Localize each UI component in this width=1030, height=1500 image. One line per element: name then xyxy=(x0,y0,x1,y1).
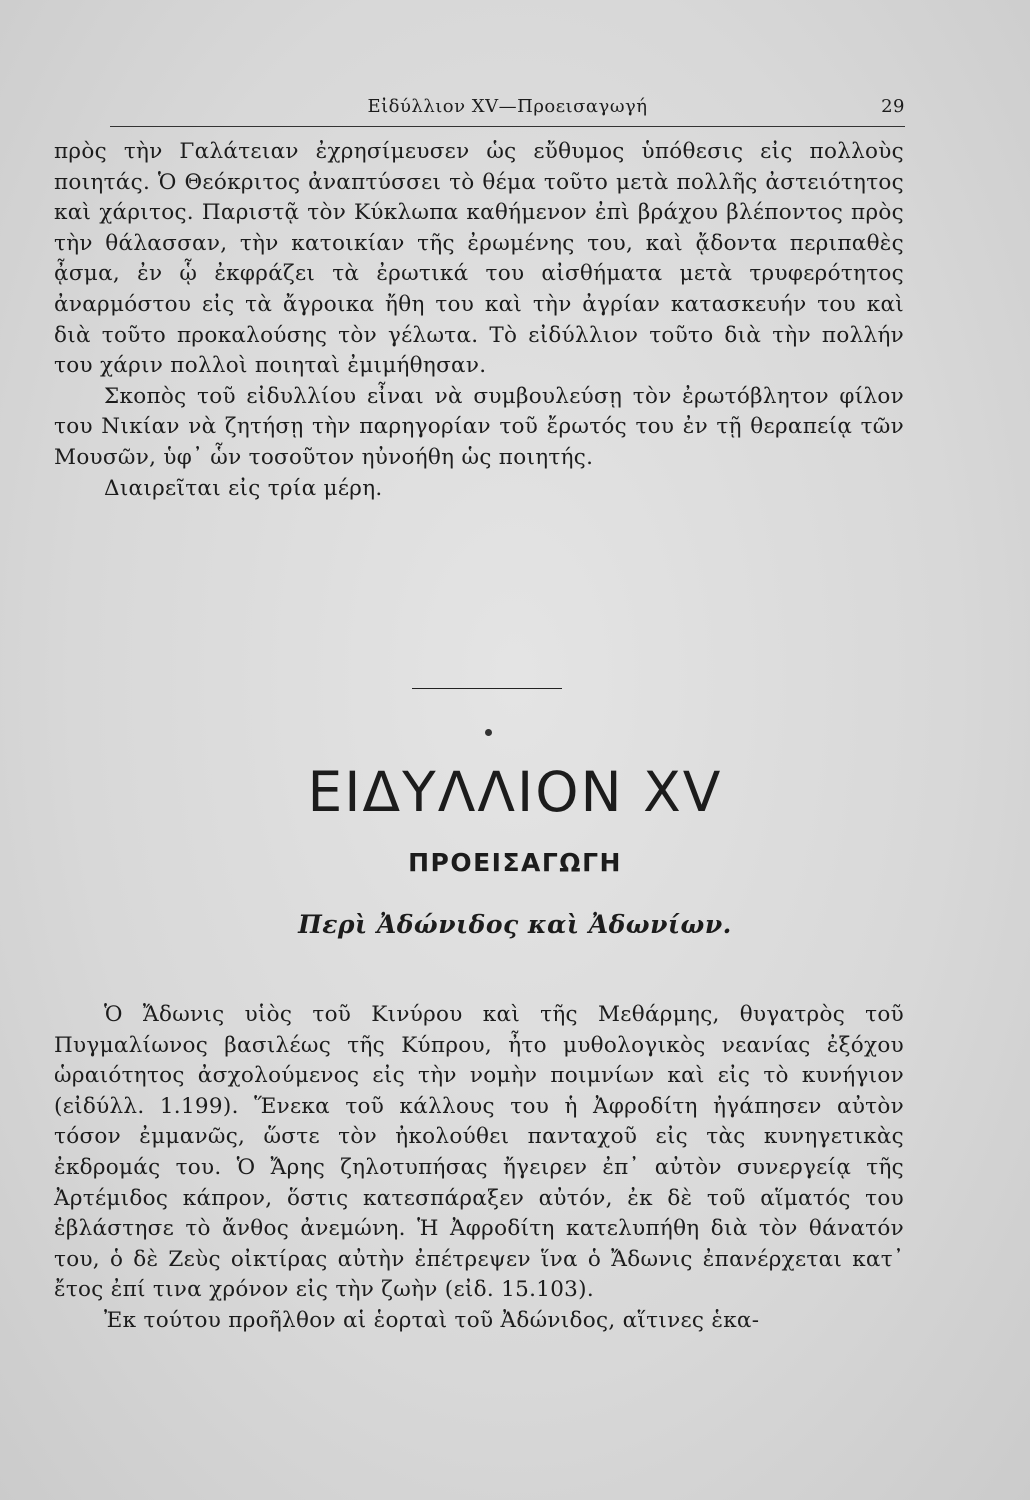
paragraph: πρὸς τὴν Γαλάτειαν ἐχρησίμευσεν ὡς εὔθυμος ὑπόθεσις εἰς πολλοὺς ποιητάς. Ὁ Θεόκριτος ἀναπτύσσει τὸ θέμα τοῦτο μετὰ πολλῆς ἀστειότητος καὶ χάριτος. Παριστᾷ τὸν Κύκλωπα καθήμενον ἐπὶ βράχου βλέποντος πρὸς τὴν θάλασσαν, τὴν κατοικίαν τῆς ἐρωμένης του, καὶ ᾄδοντα περιπαθὲς ᾆσμα, ἐν ᾧ ἐκφράζει τὰ ἐρωτικά του αἰσθήματα μετὰ τρυφερότητος ἀναρμόστου εἰς τὰ ἄγροικα ἤθη του καὶ τὴν ἀγρίαν κατασκευήν του καὶ διὰ τοῦτο προκαλούσης τὸν γέλωτα. Τὸ εἰδύλλιον τοῦτο διὰ τὴν πολλήν του χάριν πολλοὶ ποιηταὶ ἐμιμήθησαν. xyxy=(54,139,904,379)
section-subtitle: Περὶ Ἀδώνιδος καὶ Ἀδωνίων. xyxy=(298,910,732,939)
intro-text xyxy=(54,137,904,504)
paragraph: Ἐκ τούτου προῆλθον αἱ ἑορταὶ τοῦ Ἀδώνιδος, αἵτινες ἑκα- xyxy=(104,1307,760,1333)
ornament-dot xyxy=(485,729,492,736)
paragraph: Ὁ Ἄδωνις υἱὸς τοῦ Κινύρου καὶ τῆς Μεθάρμης, θυγατρὸς τοῦ Πυγμαλίωνος βασιλέως τῆς Κύπρου, ἦτο μυθολογικὸς νεανίας ἐξόχου ὡραιότητος ἀσχολούμενος εἰς τὴν νομὴν ποιμνίων καὶ εἰς τὸ κυνήγιον (εἰδύλλ. 1.199). Ἕνεκα τοῦ κάλλους του ἡ Ἀφροδίτη ἠγάπησεν αὐτὸν τόσον ἐμμανῶς, ὥστε τὸν ἠκολούθει πανταχοῦ εἰς τὰς κυνηγετικὰς ἐκδρομάς του. Ὁ Ἄρης ζηλοτυπήσας ἤγειρεν ἐπ᾽ αὐτὸν συνεργείᾳ τῆς Ἀρτέμιδος κάπρον, ὅστις κατεσπάραξεν αὐτόν, ἐκ δὲ τοῦ αἵματός του ἐβλάστησε τὸ ἄνθος ἀνεμώνη. Ἡ Ἀφροδίτη κατελυπήθη διὰ τὸν θάνατόν του, ὁ δὲ Ζεὺς οἰκτίρας αὐτὴν ἐπέτρεψεν ἵνα ὁ Ἄδωνις ἐπανέρχεται κατ᾽ ἔτος ἐπί τινα χρόνον εἰς τὴν ζωὴν (εἰδ. 15.103). xyxy=(54,1002,904,1303)
paragraph: Σκοπὸς τοῦ εἰδυλλίου εἶναι νὰ συμβουλεύσῃ τὸν ἐρωτόβλητον φίλον του Νικίαν νὰ ζητήσῃ τὴν παρηγορίαν τοῦ ἔρωτός του ἐν τῇ θεραπείᾳ τῶν Μουσῶν, ὑφ᾽ ὧν τοσοῦτον ηὐνοήθη ὡς ποιητής. xyxy=(54,383,904,470)
main-text xyxy=(54,1000,904,1337)
running-title: Εἰδύλλιον XV—Προεισαγωγή xyxy=(367,96,648,117)
page-number: 29 xyxy=(881,96,905,117)
paragraph: Διαιρεῖται εἰς τρία μέρη. xyxy=(104,475,383,501)
section-heading: ΠΡΟΕΙΣΑΓΩΓΗ xyxy=(408,848,622,877)
running-header xyxy=(110,92,905,127)
chapter-title: ΕΙΔΥΛΛΙΟΝ XV xyxy=(307,760,723,824)
section-divider xyxy=(412,688,562,689)
